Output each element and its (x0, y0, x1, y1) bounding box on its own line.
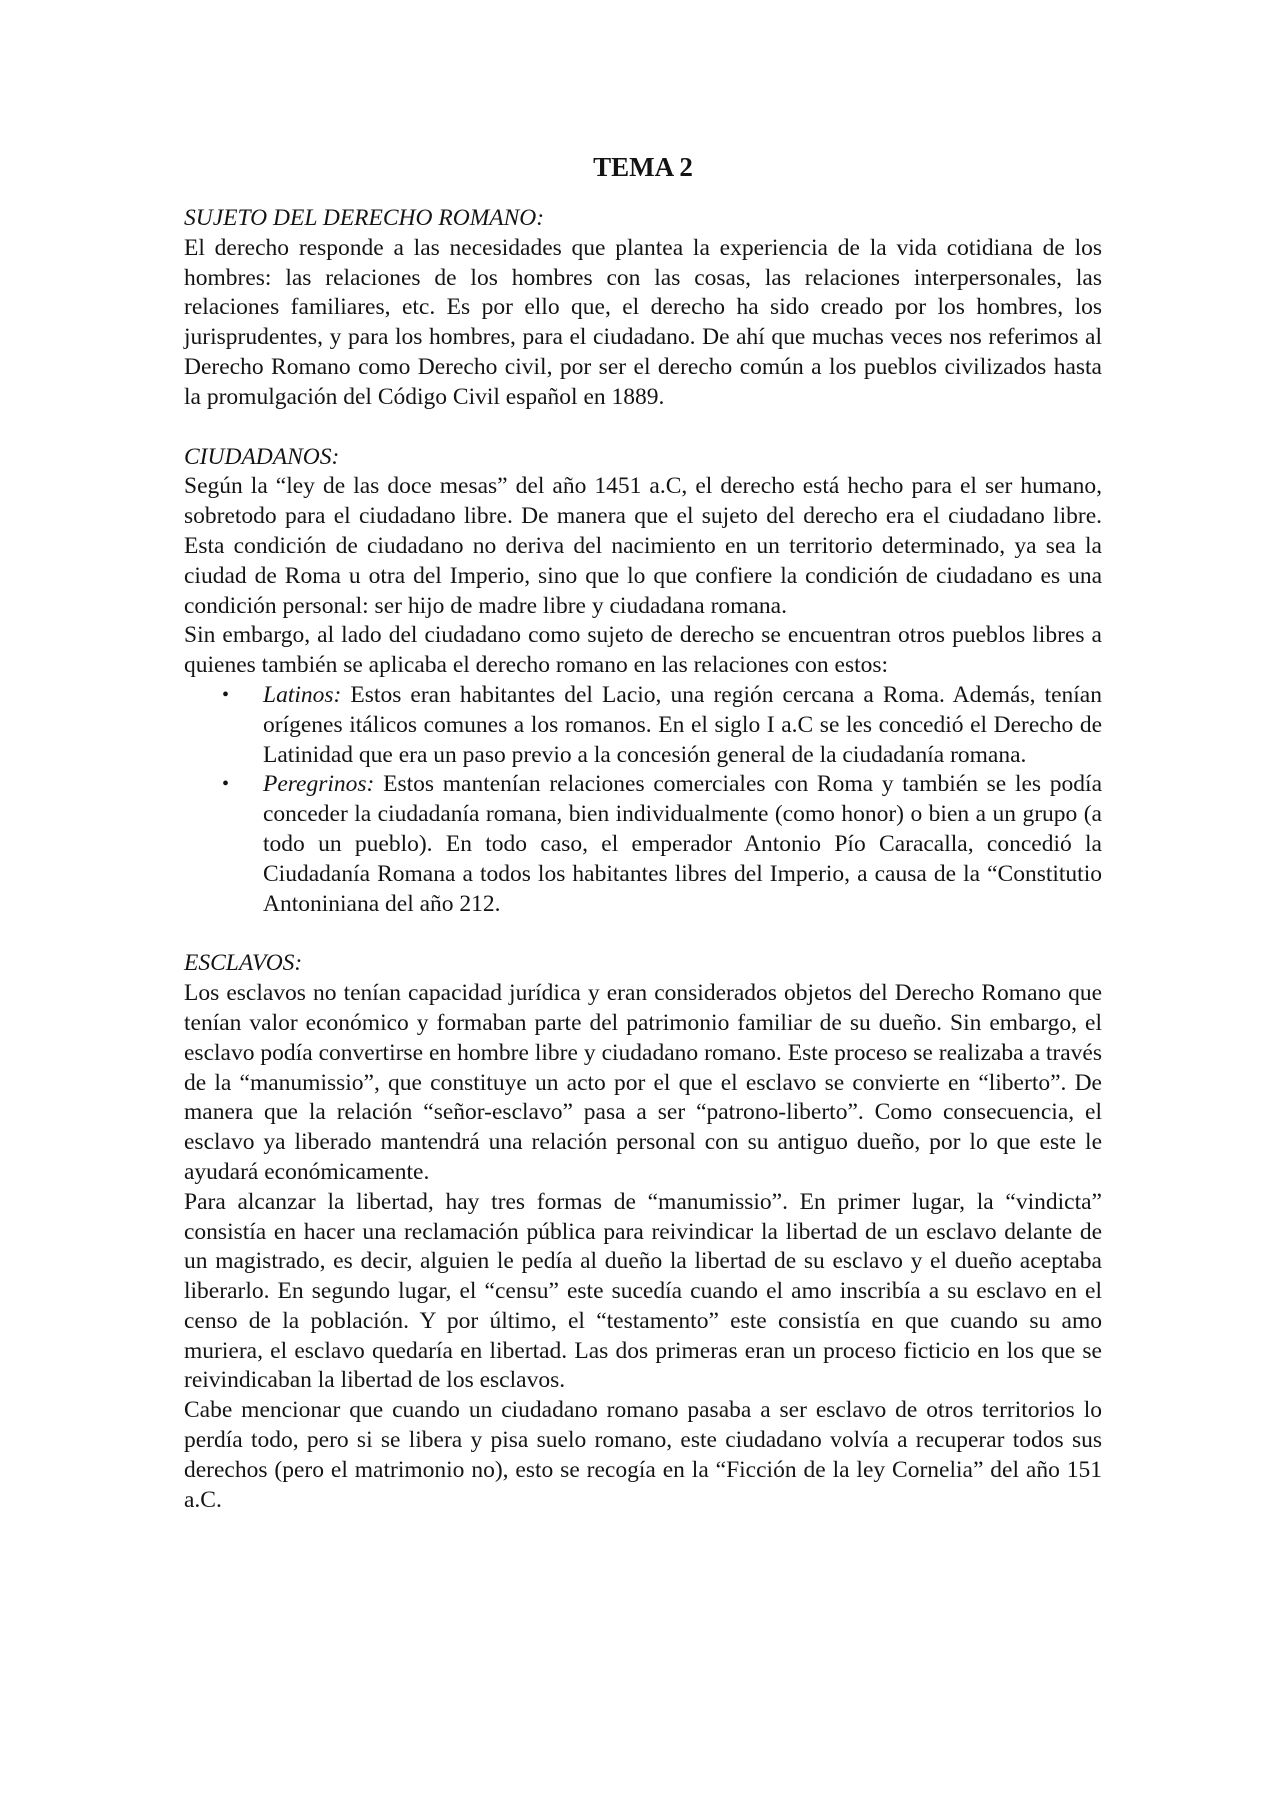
paragraph-ciudadanos-1: Según la “ley de las doce mesas” del año 1451 a.C, el derecho está hecho para el ser humano, sobretodo para el ciudadano libre. De manera que el sujeto del derecho era el ciudadano libre. Esta condición de ciudadano no deriva del nacimiento en un territorio determinado, ya sea la ciudad de Roma u otra del Imperio, sino que lo que confiere la condición de ciudadano es una condición personal: ser hijo de madre libre y ciudadana romana. (184, 473, 1102, 619)
document-page (184, 150, 1102, 1515)
page-title: TEMA 2 (593, 152, 693, 182)
paragraph-esclavos-1: Los esclavos no tenían capacidad jurídica y eran considerados objetos del Derecho Romano que tenían valor económico y formaban parte del patrimonio familiar de su dueño. Sin embargo, el esclavo podía convertirse en hombre libre y ciudadano romano. Este proceso se realizaba a través de la “manumissio”, que constituye un acto por el que el esclavo se convierte en “liberto”. De manera que la relación “señor-esclavo” pasa a ser “patrono-liberto”. Como consecuencia, el esclavo ya liberado mantendrá una relación personal con su antiguo dueño, por lo que este le ayudará económicamente. (184, 980, 1102, 1185)
list-item-peregrinos (222, 770, 1102, 919)
section-heading-ciudadanos: CIUDADANOS: (184, 443, 340, 470)
paragraph-ciudadanos-2: Sin embargo, al lado del ciudadano como sujeto de derecho se encuentran otros pueblos libres a quienes también se aplicaba el derecho romano en las relaciones con estos: (184, 622, 1102, 679)
paragraph-esclavos-2: Para alcanzar la libertad, hay tres formas de “manumissio”. En primer lugar, la “vindicta” consistía en hacer una reclamación pública para reivindicar la libertad de un esclavo delante de un magistrado, es decir, alguien le pedía al dueño la libertad de su esclavo y el dueño aceptaba liberarlo. En segundo lugar, el “censu” este sucedía cuando el amo inscribía a su esclavo en el censo de la población. Y por último, el “testamento” este consistía en que cuando su amo muriera, el esclavo quedaría en libertad. Las dos primeras eran un proceso ficticio en los que se reivindicaban la libertad de los esclavos. (184, 1188, 1102, 1394)
section-heading-sujeto: SUJETO DEL DERECHO ROMANO: (184, 205, 545, 231)
paragraph-sujeto: El derecho responde a las necesidades que plantea la experiencia de la vida cotidiana de los hombres: las relaciones de los hombres con las cosas, las relaciones interpersonales, las relaciones familiares, etc. Es por ello que, el derecho ha sido creado por los hombres, los jurisprudentes, y para los hombres, para el ciudadano. De ahí que muchas veces nos referimos al Derecho Romano como Derecho civil, por ser el derecho común a los pueblos civilizados hasta la promulgación del Código Civil español en 1889. (184, 234, 1102, 410)
bullet-list (184, 681, 1102, 919)
bullet-text-latinos: Estos eran habitantes del Lacio, una región cercana a Roma. Además, tenían orígenes itálicos comunes a los romanos. En el siglo I a.C se les concedió el Derecho de Latinidad que era un paso previo a la concesión general de la ciudadanía romana. (263, 681, 1102, 768)
bullet-icon: • (222, 683, 230, 706)
list-item-latinos (222, 681, 1102, 770)
bullet-term-peregrinos: Peregrinos: (263, 771, 375, 798)
paragraph-esclavos-3: Cabe mencionar que cuando un ciudadano romano pasaba a ser esclavo de otros territorios lo perdía todo, pero si se libera y pisa suelo romano, este ciudadano volvía a recuperar todos sus derechos (pero el matrimonio no), esto se recogía en la “Ficción de la ley Cornelia” del año 151 a.C. (184, 1397, 1102, 1513)
bullet-text-peregrinos: Estos mantenían relaciones comerciales con Roma y también se les podía conceder la ciudadanía romana, bien individualmente (como honor) o bien a un grupo (a todo un pueblo). En todo caso, el emperador Antonio Pío Caracalla, concedió la Ciudadanía Romana a todos los habitantes libres del Imperio, a causa de la “Constitutio Antoniniana del año 212. (263, 771, 1102, 917)
bullet-icon: • (222, 773, 230, 796)
bullet-term-latinos: Latinos: (263, 681, 342, 708)
section-heading-esclavos: ESCLAVOS: (184, 950, 303, 977)
spacer (184, 919, 1102, 949)
spacer (184, 413, 1102, 443)
